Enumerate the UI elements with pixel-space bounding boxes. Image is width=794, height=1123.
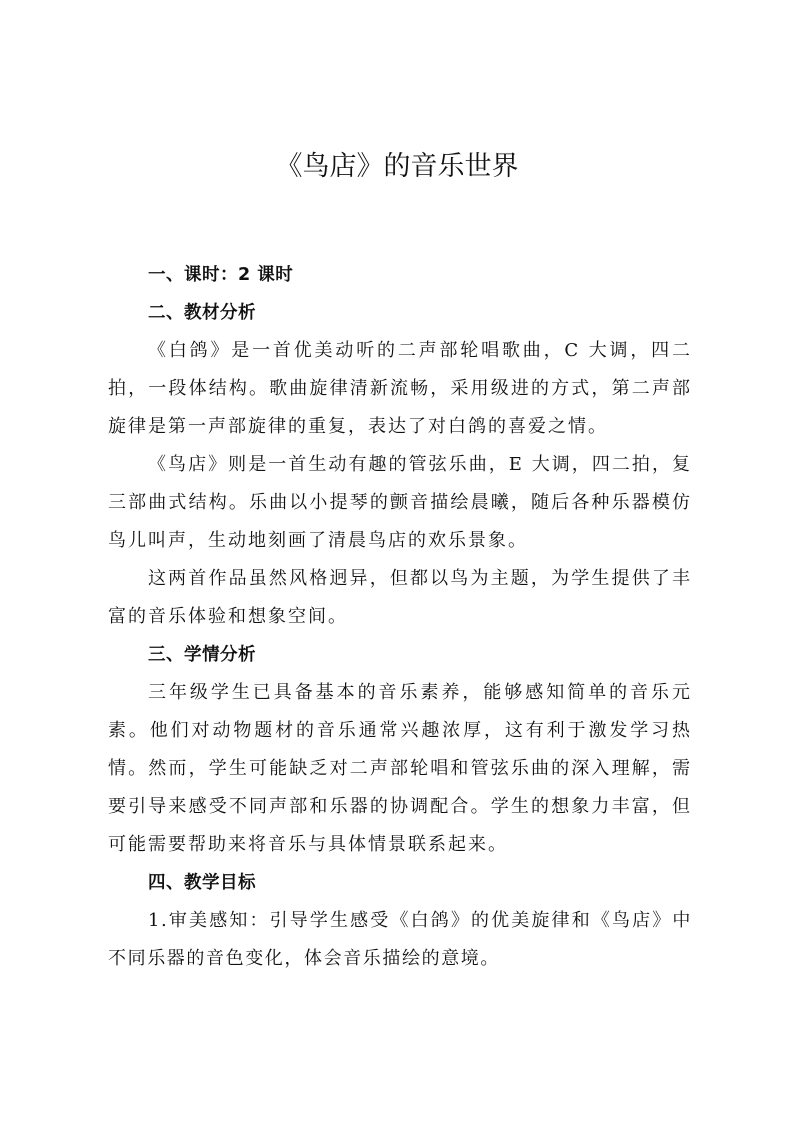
document-body	[108, 256, 692, 978]
section-heading-material-analysis: 二、教材分析	[148, 303, 256, 323]
paragraph-goal-aesthetic-perception: 1.审美感知：引导学生感受《白鸽》的优美旋律和《鸟店》中不同乐器的音色变化，体会音乐描绘的意境。	[108, 910, 692, 969]
paragraph-works-summary: 这两首作品虽然风格迥异，但都以鸟为主题，为学生提供了丰富的音乐体验和想象空间。	[108, 568, 692, 627]
paragraph-niaodian-analysis: 《鸟店》则是一首生动有趣的管弦乐曲，E 大调，四二拍，复三部曲式结构。乐曲以小提琴的颤音描绘晨曦，随后各种乐器模仿鸟儿叫声，生动地刻画了清晨鸟店的欢乐景象。	[108, 454, 692, 551]
section-heading-teaching-goals: 四、教学目标	[148, 873, 256, 893]
paragraph-student-analysis: 三年级学生已具备基本的音乐素养，能够感知简单的音乐元素。他们对动物题材的音乐通常兴趣浓厚，这有利于激发学习热情。然而，学生可能缺乏对二声部轮唱和管弦乐曲的深入理解，需要引导来感受不同声部和乐器的协调配合。学生的想象力丰富，但可能需要帮助来将音乐与具体情景联系起来。	[108, 682, 692, 855]
section-heading-class-hours: 一、课时：2 课时	[148, 265, 294, 285]
section-heading-student-analysis: 三、学情分析	[148, 645, 256, 665]
paragraph-baige-analysis: 《白鸽》是一首优美动听的二声部轮唱歌曲，C 大调，四二拍，一段体结构。歌曲旋律清新流畅，采用级进的方式，第二声部旋律是第一声部旋律的重复，表达了对白鸽的喜爱之情。	[108, 340, 692, 437]
document-title: 《鸟店》的音乐世界	[275, 151, 519, 182]
